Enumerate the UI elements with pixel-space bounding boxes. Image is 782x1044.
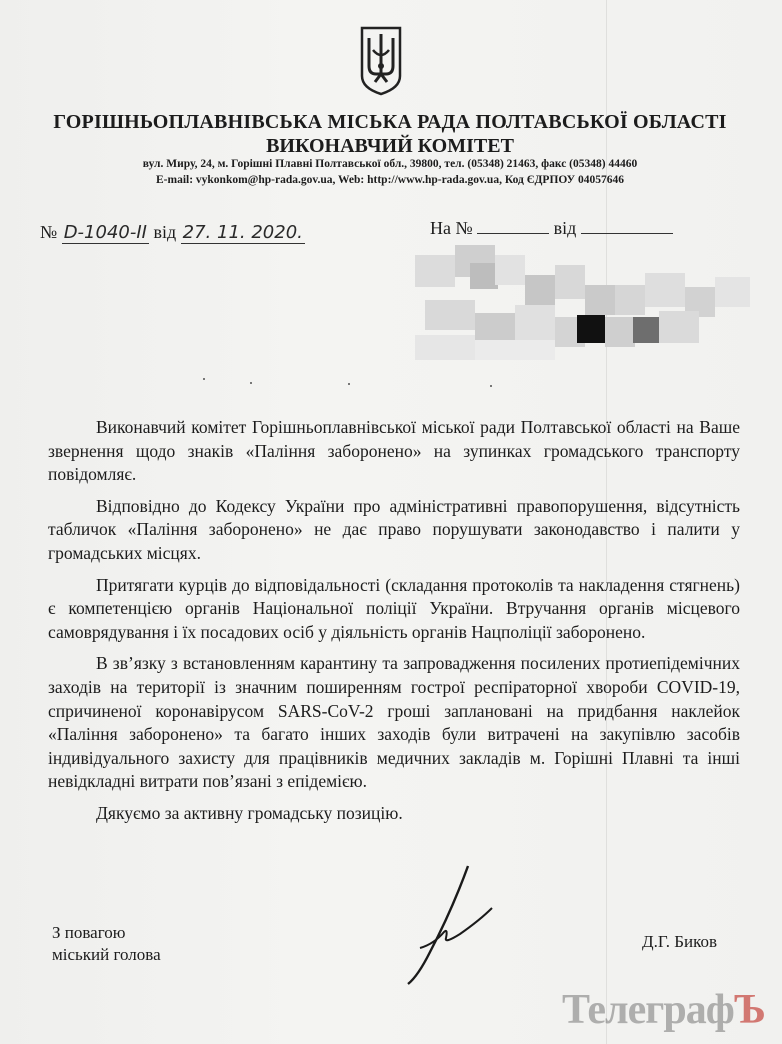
scan-speck <box>490 385 492 387</box>
body-paragraph: В зв’язку з встановленням карантину та запровадження посилених протиепідемічних заходів на території із значним поширенням гострої респіраторної хвороби COVID-19, спричиненої коронавірусом SARS-CoV-2 гроші заплановані на придбання наклейок «Паління заборонено» та багато інших заходів були витрачені на закупівлю засобів індивідуального захисту для працівників медичних закладів м. Горішні Плавні та інші невідкладні витрати пов’язані з епідемією. <box>48 653 740 792</box>
organization-name: ГОРІШНЬОПЛАВНІВСЬКА МІСЬКА РАДА ПОЛТАВСЬКОЇ ОБЛАСТІ <box>53 111 727 133</box>
signatory-block <box>52 922 161 966</box>
letter-body <box>48 416 740 834</box>
publisher-watermark <box>562 986 765 1034</box>
incoming-number-prefix: На № <box>430 218 473 238</box>
salutation: З повагою <box>52 923 126 942</box>
signatory-name: Д.Г. Биков <box>642 932 718 951</box>
incoming-date-label: від <box>553 218 577 238</box>
body-paragraph: Виконавчий комітет Горішньоплавнівської міської ради Полтавської області на Ваше звернення щодо знаків «Паління заборонено» на зупинках громадського транспорту повідомляє. <box>48 417 740 485</box>
incoming-number-blank <box>477 233 549 234</box>
redacted-recipient-block <box>415 245 750 360</box>
incoming-date-blank <box>581 233 673 234</box>
organization-contacts: E-mail: vykonkom@hp-rada.gov.ua, Web: http://www.hp-rada.gov.ua, Код ЄДРПОУ 04057646 <box>155 174 624 186</box>
outgoing-number: D-1040-II <box>63 222 147 243</box>
scan-speck <box>250 382 252 384</box>
handwritten-signature <box>400 860 510 990</box>
body-paragraph: Відповідно до Кодексу України про адміністративні правопорушення, відсутність табличок «Паління заборонено» не дає право порушувати законодавство і палити у громадських місцях. <box>48 495 740 563</box>
outgoing-number-prefix: № <box>40 222 58 242</box>
signatory-position: міський голова <box>52 945 161 964</box>
watermark-accent: Ъ <box>733 987 765 1033</box>
organization-address: вул. Миру, 24, м. Горішні Плавні Полтавської обл., 39800, тел. (05348) 21463, факс (05348) 44460 <box>142 158 638 170</box>
watermark-text: Телеграф <box>562 987 734 1033</box>
incoming-reference <box>430 218 673 239</box>
body-paragraph: Притягати курців до відповідальності (складання протоколів та накладення стягнень) є компетенцією органів Національної поліції України. Втручання органів місцевого самоврядування і їх посадових осіб у діяльність органів Нацполіції заборонено. <box>48 574 740 642</box>
outgoing-date-label: від <box>153 222 177 242</box>
scan-speck <box>203 378 205 380</box>
trident-emblem-icon <box>358 26 404 96</box>
outgoing-reference <box>40 222 305 243</box>
closing-line: Дякуємо за активну громадську позицію. <box>96 802 403 823</box>
department-name: ВИКОНАВЧИЙ КОМІТЕТ <box>266 135 514 157</box>
outgoing-date: 27. 11. 2020. <box>182 222 303 243</box>
scan-speck <box>348 383 350 385</box>
